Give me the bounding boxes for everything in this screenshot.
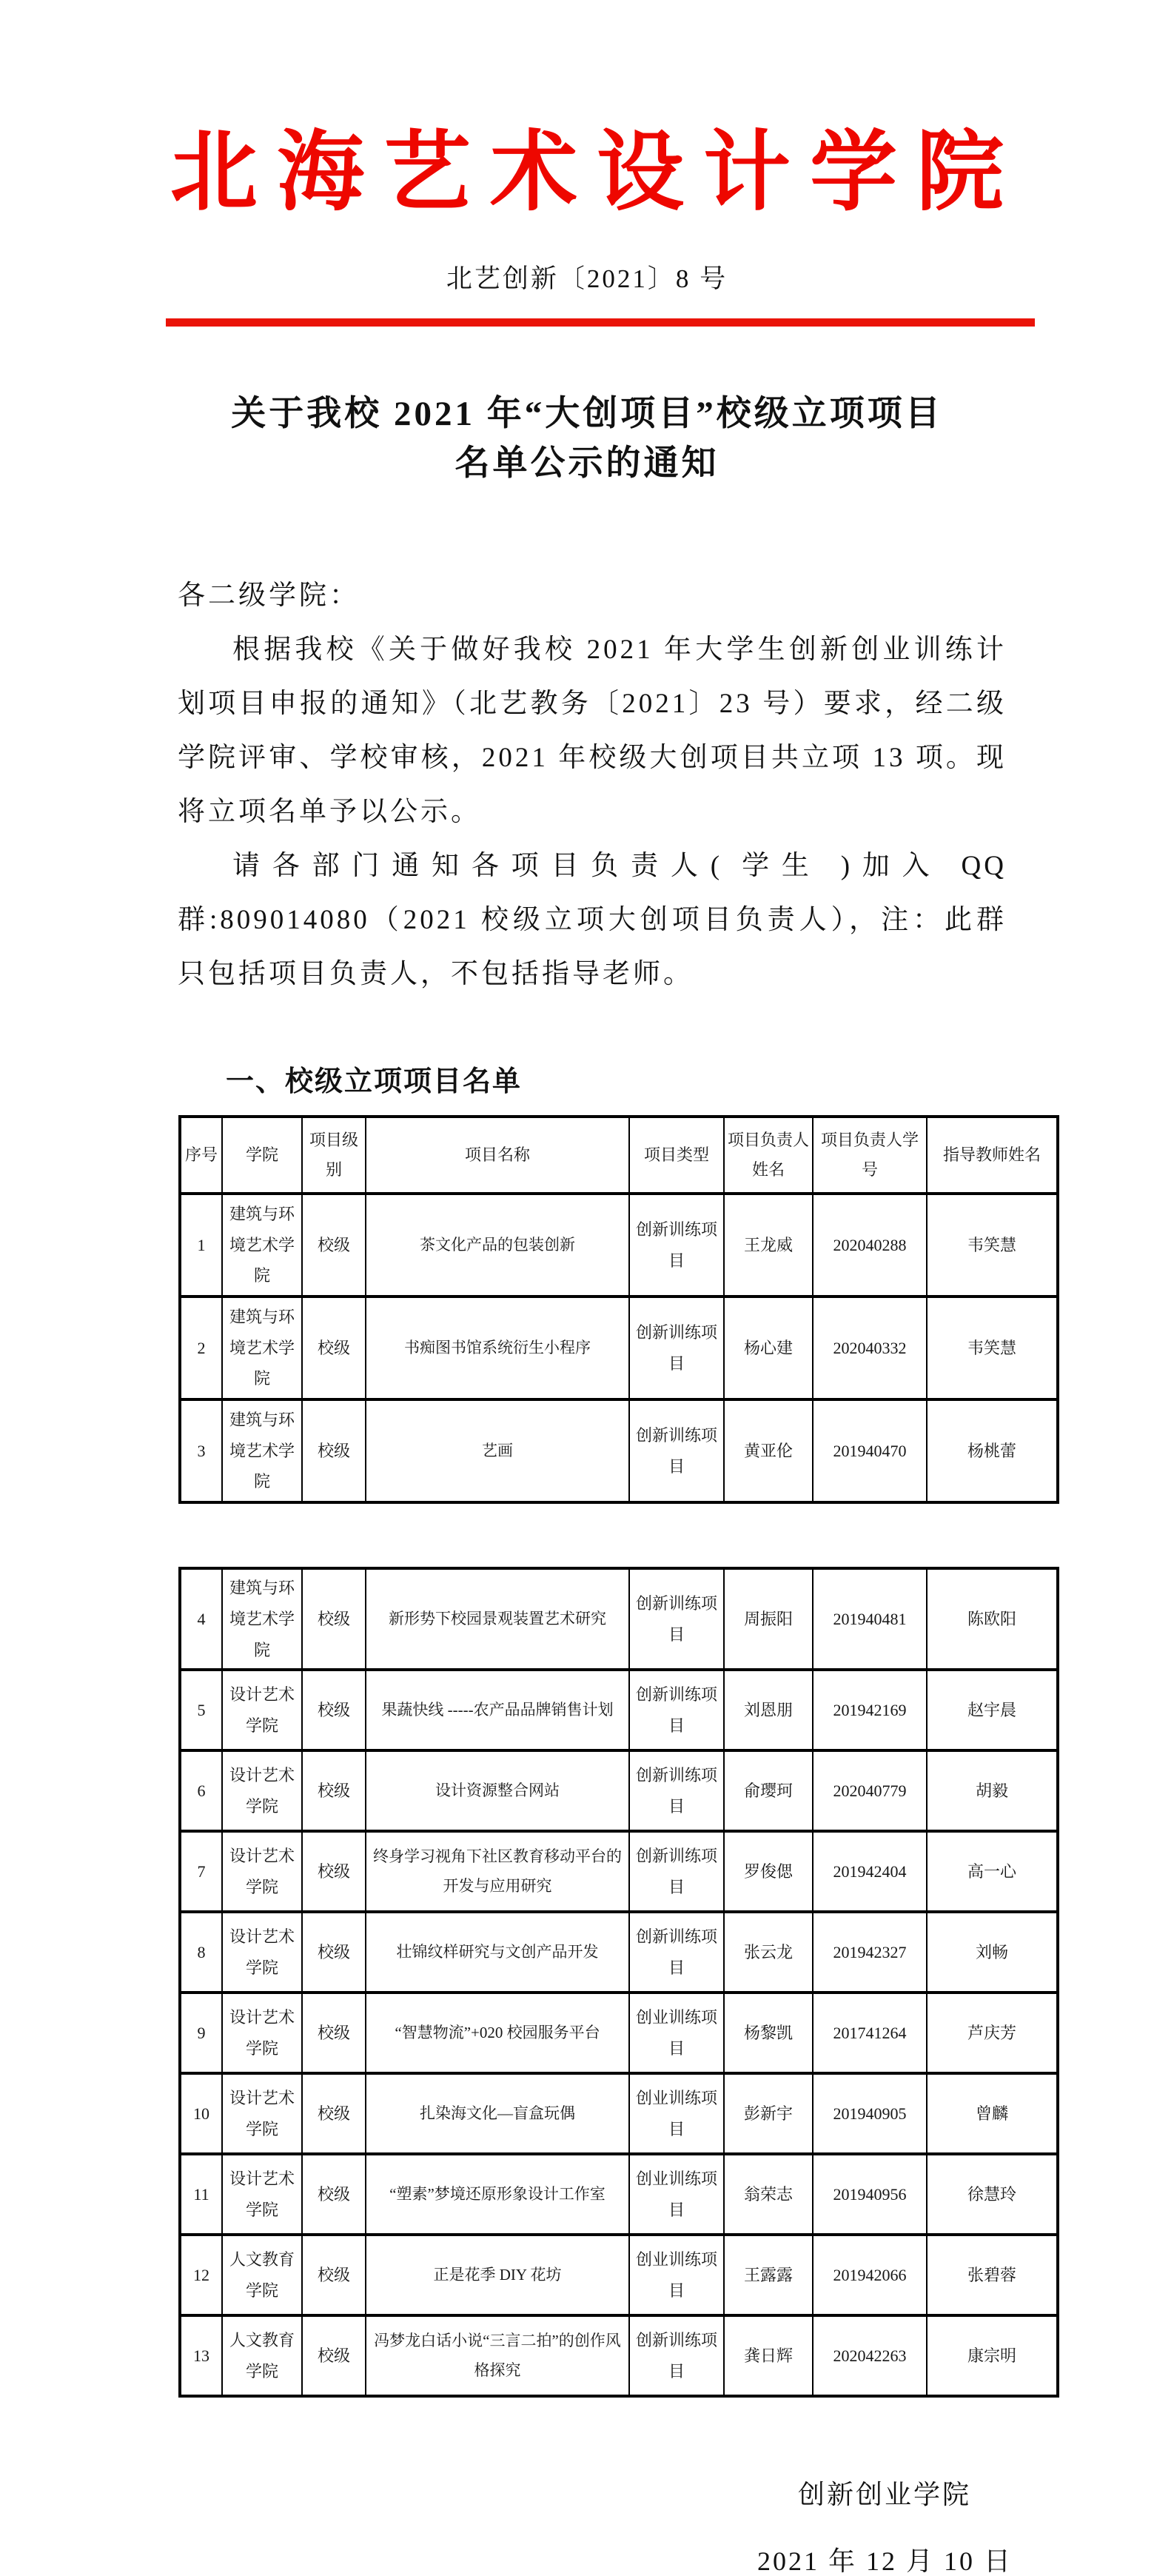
signing-date: 2021 年 12 月 10 日 bbox=[757, 2546, 1013, 2576]
table-cell: 201942066 bbox=[813, 2235, 927, 2315]
table-cell: 正是花季 DIY 花坊 bbox=[366, 2235, 629, 2315]
table-cell: 校级 bbox=[302, 1297, 366, 1399]
table-cell: 罗俊偲 bbox=[724, 1831, 813, 1912]
table-cell: 13 bbox=[180, 2315, 222, 2396]
table-cell: 陈欧阳 bbox=[927, 1568, 1058, 1670]
table-cell: 赵宇晨 bbox=[927, 1670, 1058, 1750]
signing-department: 创新创业学院 bbox=[797, 2480, 971, 2510]
table-cell: 12 bbox=[180, 2235, 222, 2315]
table-cell: 创业训练项目 bbox=[629, 1993, 724, 2073]
table-cell: 201942404 bbox=[813, 1831, 927, 1912]
table-cell: 人文教育学院 bbox=[222, 2315, 302, 2396]
table-cell: 杨桃蕾 bbox=[927, 1399, 1058, 1502]
column-header: 项目负责人学号 bbox=[813, 1117, 927, 1194]
table-cell: 韦笑慧 bbox=[927, 1194, 1058, 1297]
table-row bbox=[180, 1750, 1058, 1831]
table-cell: 校级 bbox=[302, 1568, 366, 1670]
table-cell: 周振阳 bbox=[724, 1568, 813, 1670]
table-cell: 201940956 bbox=[813, 2154, 927, 2235]
table-cell: 彭新宇 bbox=[724, 2073, 813, 2154]
table-cell: 201940470 bbox=[813, 1399, 927, 1502]
table-cell: 校级 bbox=[302, 1399, 366, 1502]
table-cell: 书痴图书馆系统衍生小程序 bbox=[366, 1297, 629, 1399]
table-cell: 校级 bbox=[302, 1670, 366, 1750]
table-cell: 设计资源整合网站 bbox=[366, 1750, 629, 1831]
table-cell: 校级 bbox=[302, 2315, 366, 2396]
table-cell: 张云龙 bbox=[724, 1912, 813, 1993]
column-header: 学院 bbox=[222, 1117, 302, 1194]
table-cell: 202040779 bbox=[813, 1750, 927, 1831]
table-cell: 建筑与环境艺术学院 bbox=[222, 1568, 302, 1670]
table-cell: 高一心 bbox=[927, 1831, 1058, 1912]
table-row bbox=[180, 2073, 1058, 2154]
column-header: 项目负责人姓名 bbox=[724, 1117, 813, 1194]
table-cell: 设计艺术学院 bbox=[222, 2073, 302, 2154]
table-cell: 6 bbox=[180, 1750, 222, 1831]
table-header-row bbox=[180, 1117, 1058, 1194]
table-cell: 扎染海文化—盲盒玩偶 bbox=[366, 2073, 629, 2154]
table-row bbox=[180, 1831, 1058, 1912]
table-cell: 校级 bbox=[302, 2154, 366, 2235]
section-heading: 一、校级立项项目名单 bbox=[226, 1065, 523, 1097]
table-cell: 新形势下校园景观装置艺术研究 bbox=[366, 1568, 629, 1670]
table-cell: 202040332 bbox=[813, 1297, 927, 1399]
table-cell: 202040288 bbox=[813, 1194, 927, 1297]
table-row bbox=[180, 2315, 1058, 2396]
column-header: 序号 bbox=[180, 1117, 222, 1194]
paragraph-qq-group: 请各部门通知各项目负责人( 学生 )加入 QQ 群:809014080（2021 校级立项大创项目负责人），注：此群只包括项目负责人，不包括指导老师。 bbox=[178, 850, 1007, 989]
column-header: 项目名称 bbox=[366, 1117, 629, 1194]
table-cell: 建筑与环境艺术学院 bbox=[222, 1194, 302, 1297]
table-cell: 杨心建 bbox=[724, 1297, 813, 1399]
paragraph-basis: 根据我校《关于做好我校 2021 年大学生创新创业训练计划项目申报的通知》（北艺教务〔2021〕23 号）要求，经二级学院评审、学校审核，2021 年校级大创项目共立项 13 项。现将立项名单予以公示。 bbox=[178, 634, 1007, 827]
project-table-page-1 bbox=[178, 1115, 1059, 1504]
signature-block bbox=[0, 2479, 1174, 2576]
table-cell: 201940481 bbox=[813, 1568, 927, 1670]
table-cell: 设计艺术学院 bbox=[222, 2154, 302, 2235]
table-cell: 创新训练项目 bbox=[629, 1831, 724, 1912]
table-cell: 201940905 bbox=[813, 2073, 927, 2154]
document-number: 北艺创新〔2021〕8 号 bbox=[446, 264, 728, 294]
table-cell: 设计艺术学院 bbox=[222, 1670, 302, 1750]
table-row bbox=[180, 1297, 1058, 1399]
table-cell: 校级 bbox=[302, 2235, 366, 2315]
table-cell: 设计艺术学院 bbox=[222, 1993, 302, 2073]
table-cell: 201741264 bbox=[813, 1993, 927, 2073]
table-cell: 创新训练项目 bbox=[629, 1194, 724, 1297]
table-cell: 创业训练项目 bbox=[629, 2235, 724, 2315]
table-cell: 艺画 bbox=[366, 1399, 629, 1502]
table-row bbox=[180, 2235, 1058, 2315]
table-cell: 果蔬快线 -----农产品品牌销售计划 bbox=[366, 1670, 629, 1750]
table-cell: 建筑与环境艺术学院 bbox=[222, 1297, 302, 1399]
table-cell: 创新训练项目 bbox=[629, 1568, 724, 1670]
table-cell: 5 bbox=[180, 1670, 222, 1750]
table-cell: 设计艺术学院 bbox=[222, 1750, 302, 1831]
table-cell: 创新训练项目 bbox=[629, 2315, 724, 2396]
table-row bbox=[180, 1194, 1058, 1297]
project-table-page-2 bbox=[178, 1567, 1059, 2398]
table-cell: 创新训练项目 bbox=[629, 1399, 724, 1502]
table-cell: 龚日辉 bbox=[724, 2315, 813, 2396]
table-row bbox=[180, 2154, 1058, 2235]
notice-title-line-2: 名单公示的通知 bbox=[454, 444, 720, 483]
table-cell: 创新训练项目 bbox=[629, 1912, 724, 1993]
table-cell: 202042263 bbox=[813, 2315, 927, 2396]
notice-title-line-1: 关于我校 2021 年“大创项目”校级立项项目 bbox=[231, 394, 943, 433]
table-cell: 黄亚伦 bbox=[724, 1399, 813, 1502]
table-row bbox=[180, 1568, 1058, 1670]
table-cell: 康宗明 bbox=[927, 2315, 1058, 2396]
table-row bbox=[180, 1670, 1058, 1750]
table-cell: 终身学习视角下社区教育移动平台的开发与应用研究 bbox=[366, 1831, 629, 1912]
table-cell: 杨黎凯 bbox=[724, 1993, 813, 2073]
table-cell: 201942169 bbox=[813, 1670, 927, 1750]
table-cell: 韦笑慧 bbox=[927, 1297, 1058, 1399]
red-divider-line bbox=[166, 318, 1035, 327]
table-row bbox=[180, 1912, 1058, 1993]
school-name-title: 北海艺术设计学院 bbox=[170, 124, 1023, 221]
table-row bbox=[180, 1399, 1058, 1502]
table-cell: 校级 bbox=[302, 1194, 366, 1297]
table-cell: 校级 bbox=[302, 1750, 366, 1831]
table-cell: 11 bbox=[180, 2154, 222, 2235]
table-cell: 壮锦纹样研究与文创产品开发 bbox=[366, 1912, 629, 1993]
table-cell: 王露露 bbox=[724, 2235, 813, 2315]
table-cell: 校级 bbox=[302, 1912, 366, 1993]
table-cell: 创新训练项目 bbox=[629, 1750, 724, 1831]
column-header: 项目级别 bbox=[302, 1117, 366, 1194]
table-cell: 刘恩朋 bbox=[724, 1670, 813, 1750]
table-cell: 设计艺术学院 bbox=[222, 1831, 302, 1912]
table-cell: 2 bbox=[180, 1297, 222, 1399]
table-header bbox=[180, 1117, 1058, 1194]
table-cell: 创新训练项目 bbox=[629, 1297, 724, 1399]
table-cell: “智慧物流”+020 校园服务平台 bbox=[366, 1993, 629, 2073]
table-cell: 徐慧玲 bbox=[927, 2154, 1058, 2235]
table-cell: 校级 bbox=[302, 1993, 366, 2073]
column-header: 项目类型 bbox=[629, 1117, 724, 1194]
table-cell: 3 bbox=[180, 1399, 222, 1502]
salutation: 各二级学院： bbox=[178, 580, 360, 611]
table-cell: 创新训练项目 bbox=[629, 1670, 724, 1750]
table-cell: 张碧蓉 bbox=[927, 2235, 1058, 2315]
table-cell: 校级 bbox=[302, 2073, 366, 2154]
table-cell: 7 bbox=[180, 1831, 222, 1912]
table-cell: 8 bbox=[180, 1912, 222, 1993]
table-cell: 建筑与环境艺术学院 bbox=[222, 1399, 302, 1502]
column-header: 指导教师姓名 bbox=[927, 1117, 1058, 1194]
table-cell: 9 bbox=[180, 1993, 222, 2073]
table-body-rows-1-3 bbox=[180, 1194, 1058, 1502]
table-cell: 201942327 bbox=[813, 1912, 927, 1993]
table-row bbox=[180, 1993, 1058, 2073]
table-cell: 创业训练项目 bbox=[629, 2073, 724, 2154]
notice-title bbox=[0, 389, 1174, 489]
table-cell: 俞璎珂 bbox=[724, 1750, 813, 1831]
table-cell: 茶文化产品的包装创新 bbox=[366, 1194, 629, 1297]
table-cell: 曾麟 bbox=[927, 2073, 1058, 2154]
table-cell: “塑素”梦境还原形象设计工作室 bbox=[366, 2154, 629, 2235]
table-cell: 翁荣志 bbox=[724, 2154, 813, 2235]
table-cell: 创业训练项目 bbox=[629, 2154, 724, 2235]
table-cell: 人文教育学院 bbox=[222, 2235, 302, 2315]
table-cell: 设计艺术学院 bbox=[222, 1912, 302, 1993]
table-cell: 4 bbox=[180, 1568, 222, 1670]
table-cell: 王龙威 bbox=[724, 1194, 813, 1297]
table-cell: 芦庆芳 bbox=[927, 1993, 1058, 2073]
table-cell: 10 bbox=[180, 2073, 222, 2154]
notice-body bbox=[0, 569, 1174, 1001]
table-cell: 1 bbox=[180, 1194, 222, 1297]
table-body-rows-4-13 bbox=[180, 1568, 1058, 2396]
table-cell: 校级 bbox=[302, 1831, 366, 1912]
table-cell: 胡毅 bbox=[927, 1750, 1058, 1831]
table-cell: 刘畅 bbox=[927, 1912, 1058, 1993]
table-cell: 冯梦龙白话小说“三言二拍”的创作风格探究 bbox=[366, 2315, 629, 2396]
